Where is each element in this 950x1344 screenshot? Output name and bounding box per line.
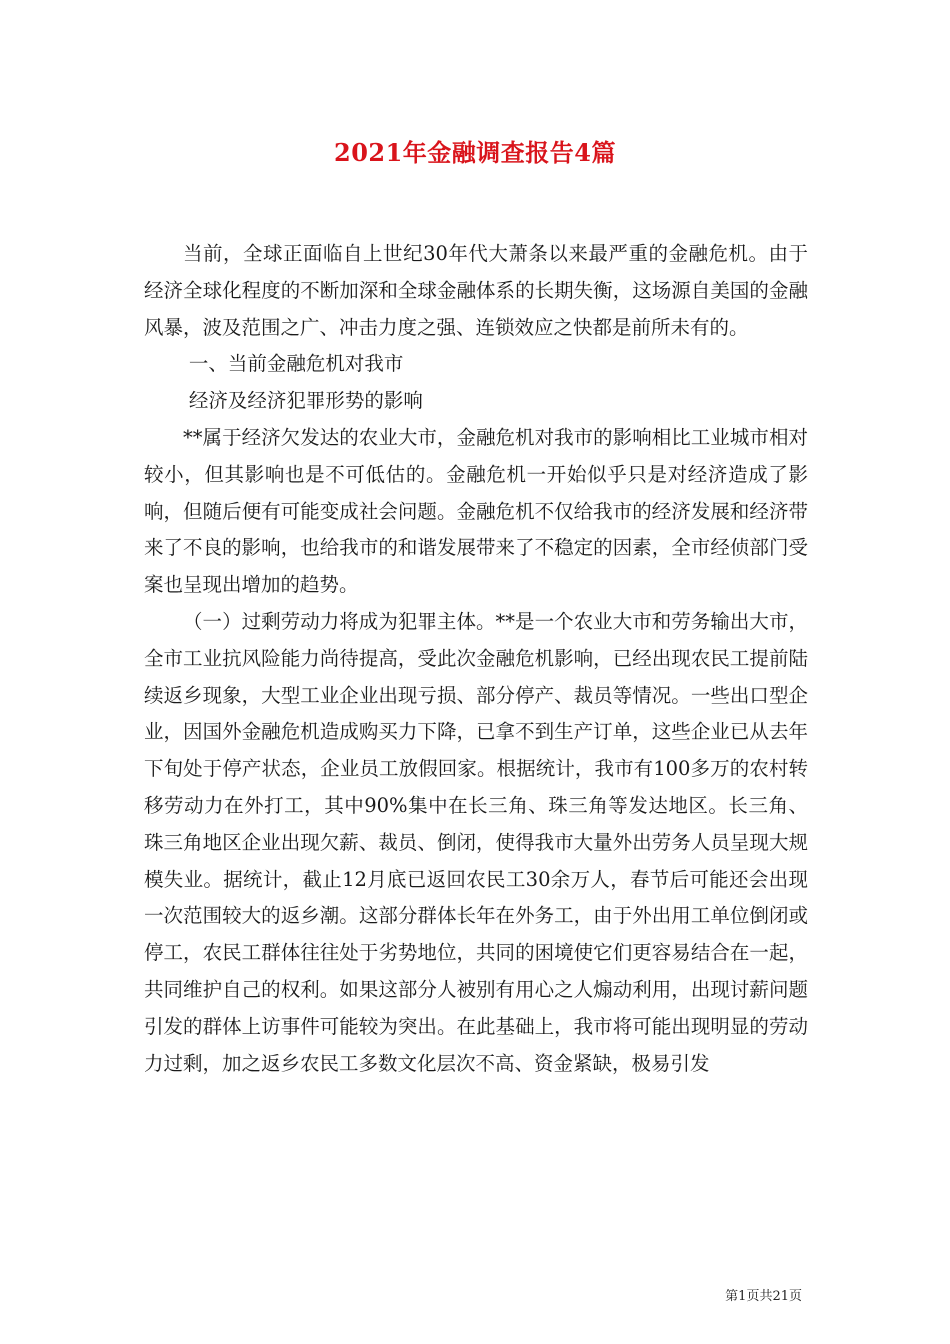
section-heading-line-1: 一、当前金融危机对我市 bbox=[188, 352, 404, 376]
section-heading-line-2: 经济及经济犯罪形势的影响 bbox=[188, 389, 423, 413]
paragraph-intro: 当前，全球正面临自上世纪30年代大萧条以来最严重的金融危机。由于经济全球化程度的不断加深和全球金融体系的长期失衡，这场源自美国的金融风暴，波及范围之广、冲击力度之强、连锁效应之快都是前所未有的。 bbox=[144, 242, 808, 339]
page-number-footer: 第1页共21页 bbox=[725, 1289, 802, 1304]
paragraph-labor-surplus: （一）过剩劳动力将成为犯罪主体。**是一个农业大市和劳务输出大市，全市工业抗风险能力尚待提高，受此次金融危机影响，已经出现农民工提前陆续返乡现象，大型工业企业出现亏损、部分停产、裁员等情况。一些出口型企业，因国外金融危机造成购买力下降，已拿不到生产订单，这些企业已从去年下旬处于停产状态，企业员工放假回家。根据统计，我市有100多万的农村转移劳动力在外打工，其中90%集中在长三角、珠三角等发达地区。长三角、珠三角地区企业出现欠薪、裁员、倒闭，使得我市大量外出劳务人员呈现大规模失业。据统计，截止12月底已返回农民工30余万人，春节后可能还会出现一次范围较大的返乡潮。这部分群体长年在外务工，由于外出用工单位倒闭或停工，农民工群体往往处于劣势地位，共同的困境使它们更容易结合在一起，共同维护自己的权利。如果这部分人被别有用心之人煽动利用，出现讨薪问题引发的群体上访事件可能较为突出。在此基础上，我市将可能出现明显的劳动力过剩，加之返乡农民工多数文化层次不高、资金紧缺，极易引发 bbox=[144, 609, 808, 1075]
document-title: 2021年金融调查报告4篇 bbox=[334, 138, 616, 167]
paragraph-impact: **属于经济欠发达的农业大市，金融危机对我市的影响相比工业城市相对较小，但其影响也是不可低估的。金融危机一开始似乎只是对经济造成了影响，但随后便有可能变成社会问题。金融危机不仅给我市的经济发展和经济带来了不良的影响，也给我市的和谐发展带来了不稳定的因素，全市经侦部门受案也呈现出增加的趋势。 bbox=[144, 425, 808, 597]
document-body bbox=[144, 236, 808, 1082]
